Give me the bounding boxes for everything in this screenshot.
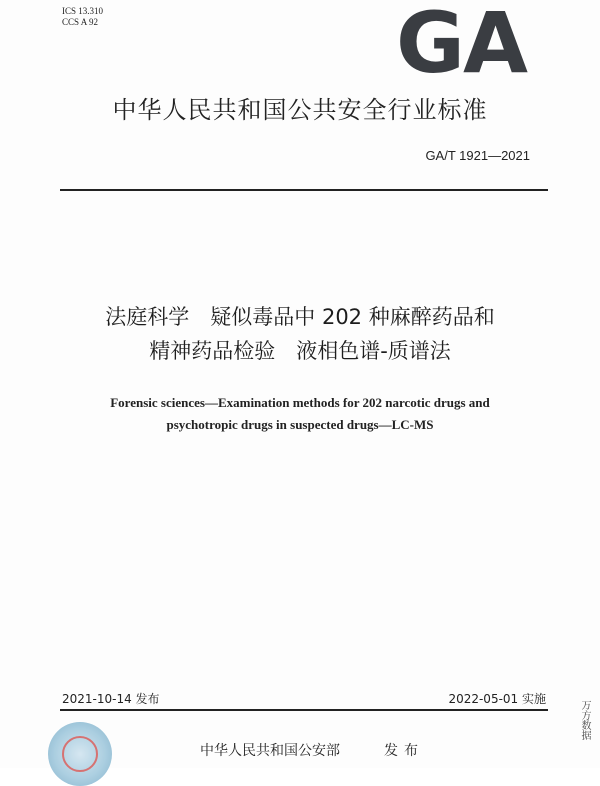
issue-date: 2021-10-14 发布 [62,692,160,706]
publisher: 中华人民共和国公安部 [200,743,340,759]
seal-icon [48,722,112,786]
watermark: 万方数据 [579,700,590,740]
classification-codes [62,6,103,28]
ics-code: ICS 13.310 [62,6,104,16]
english-title-line-2: psychotropic drugs in suspected drugs—LC-MS [166,417,434,432]
chinese-title-line-1: 法庭科学 疑似毒品中 202 种麻醉药品和 [105,305,495,329]
english-title [0,392,600,436]
standard-code: GA/T 1921—2021 [425,148,530,163]
chinese-title-line-2: 精神药品检验 液相色谱-质谱法 [149,339,451,363]
bottom-divider [60,709,548,711]
top-divider [60,189,548,191]
ga-logo: GA [396,0,526,92]
english-title-line-1: Forensic sciences—Examination methods for 202 narcotic drugs and [110,395,490,410]
seal-ring-icon [62,736,98,772]
standard-category-title: 中华人民共和国公共安全行业标准 [112,96,488,124]
chinese-title [0,300,600,368]
implementation-date: 2022-05-01 实施 [448,692,546,706]
publish-label: 发布 [384,743,424,759]
ccs-code: CCS A 92 [62,17,99,27]
